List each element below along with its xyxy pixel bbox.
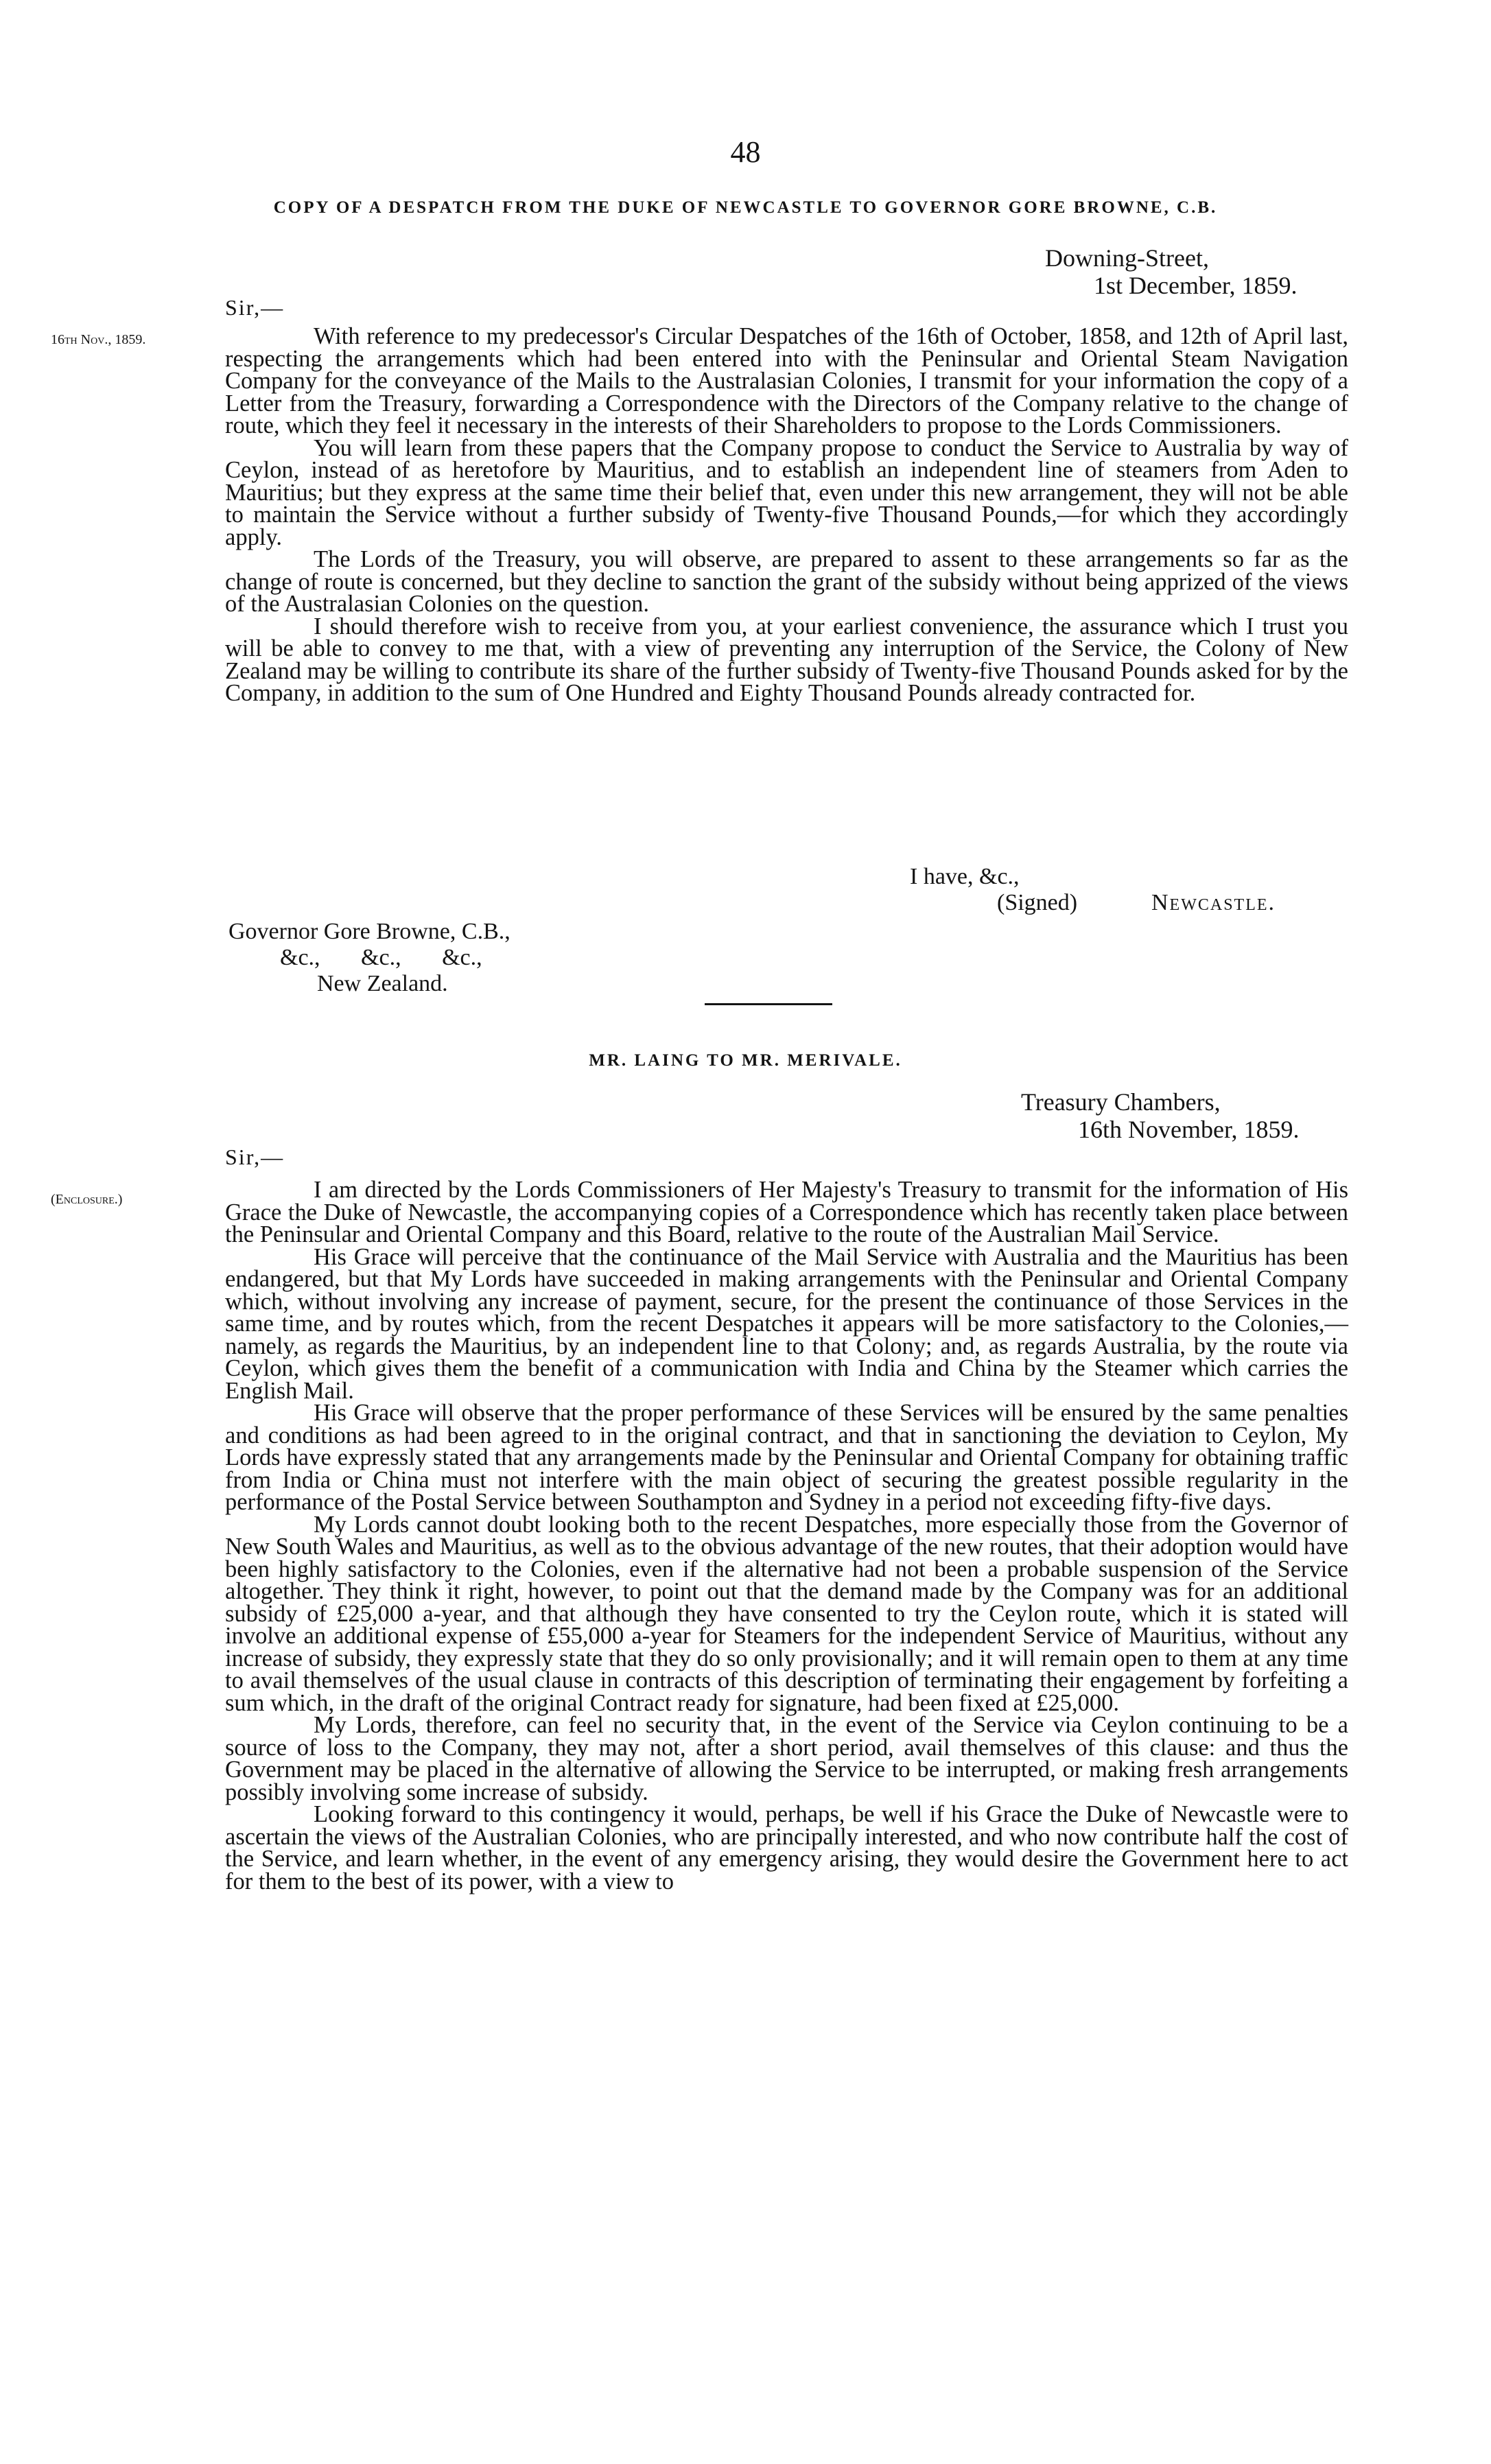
paragraph: I should therefore wish to receive from you, at your earliest convenience, the assurance which I trust you will be able to convey to me that, with a view of preventing any interruption of the Service, the Colony of New Zealand may be willing to contribute its share of the further subsidy of Twenty-five Thousand Pounds asked for by the Company, in addition to the sum of One Hundred and Eighty Thousand Pounds already contracted for. [225, 613, 1348, 706]
despatch-margin-note: 16th Nov., 1859. [51, 332, 146, 347]
signature: Newcastle. [1151, 890, 1276, 915]
letter-body [225, 1179, 1348, 1892]
despatch-closing: I have, &c., [910, 864, 1020, 889]
letter-place: Treasury Chambers, [1021, 1088, 1221, 1116]
paragraph: His Grace will observe that the proper performance of these Services will be ensured by the same penalties and conditions as had been agreed to in the original contract, and that in sanctioning the deviation to Ceylon, My Lords have expressly stated that any arrangements made by the Peninsular and Oriental Company for obtaining traffic from India or China must not interfere with the main object of securing the greatest possible regularity in the performance of the Postal Service between Southampton and Sydney in a period not exceeding fifty-five days. [225, 1400, 1348, 1515]
section-divider [705, 1003, 832, 1005]
address-line: New Zealand. [317, 971, 448, 996]
letter-date: 16th November, 1859. [1078, 1116, 1300, 1143]
page-number: 48 [730, 135, 761, 169]
despatch-body [225, 325, 1348, 705]
paragraph: My Lords cannot doubt looking both to the recent Despatches, more especially those from the Governor of New South Wales and Mauritius, as well as to the obvious advantage of the new routes, that their adoption would have been highly satisfactory to the Colonies, even if the alternative had not been a probable suspension of the Service altogether. They think it right, however, to point out that the demand made by the Company was for an additional subsidy of £25,000 a-year, and that although they have consented to try the Ceylon route, which it is stated will involve an additional expense of £55,000 a-year for Steamers for the independent Service of Mauritius, without any increase of subsidy, they expressly state that they do so only provisionally; and it will remain open to them at any time to avail themselves of the usual clause in contracts of this description of terminating their engagement by forfeiting a sum which, in the draft of the original Contract ready for signature, had been fixed at £25,000. [225, 1511, 1348, 1716]
despatch-title: COPY OF A DESPATCH FROM THE DUKE OF NEWCASTLE TO GOVERNOR GORE BROWNE, C.B. [273, 198, 1218, 217]
address-line: &c., &c., &c., [280, 945, 482, 970]
despatch-date: 1st December, 1859. [1094, 272, 1298, 299]
address-line: Governor Gore Browne, C.B., [228, 919, 510, 944]
paragraph: My Lords, therefore, can feel no security that, in the event of the Service via Ceylon continuing to be a source of loss to the Company, they may not, after a short period, avail themselves of this clause: and thus the Government may be placed in the alternative of allowing the Service to be interrupted, or making fresh arrangements possibly involving some increase of subsidy. [225, 1712, 1348, 1805]
paragraph: With reference to my predecessor's Circular Despatches of the 16th of October, 1858, and 12th of April last, respecting the arrangements which had been entered into with the Peninsular and Oriental Steam Navigation Company for the conveyance of the Mails to the Australasian Colonies, I transmit for your information the copy of a Letter from the Treasury, forwarding a Correspondence with the Directors of the Company relative to the change of route, which they feel it necessary in the interests of their Shareholders to propose to the Lords Commissioners. [225, 323, 1348, 438]
signed-label: (Signed) [997, 890, 1078, 915]
despatch-salutation: Sir,— [225, 295, 285, 320]
letter-margin-note: (Enclosure.) [51, 1192, 123, 1207]
letter-title: MR. LAING TO MR. MERIVALE. [589, 1051, 902, 1070]
paragraph: Looking forward to this contingency it would, perhaps, be well if his Grace the Duke of Newcastle were to ascertain the views of the Australian Colonies, who are principally interested, and who now contribute half the cost of the Service, and learn whether, in the event of any emergency arising, they would desire the Government here to act for them to the best of its power, with a view to [225, 1801, 1348, 1894]
paragraph: I am directed by the Lords Commissioners of Her Majesty's Treasury to transmit for the information of His Grace the Duke of Newcastle, the accompanying copies of a Correspondence which has recently taken place between the Peninsular and Oriental Company and this Board, relative to the route of the Australian Mail Service. [225, 1177, 1348, 1247]
despatch-place: Downing-Street, [1045, 244, 1209, 272]
paragraph: You will learn from these papers that the Company propose to conduct the Service to Australia by way of Ceylon, instead of as heretofore by Mauritius, and to establish an independent line of steamers from Aden to Mauritius; but they express at the same time their belief that, even under this new arrangement, they will not be able to maintain the Service without a further subsidy of Twenty-five Thousand Pounds,—for which they accordingly apply. [225, 434, 1348, 550]
paragraph: The Lords of the Treasury, you will observe, are prepared to assent to these arrangements so far as the change of route is concerned, but they decline to sanction the grant of the subsidy without being apprized of the views of the Australasian Colonies on the question. [225, 546, 1348, 617]
letter-salutation: Sir,— [225, 1145, 285, 1169]
paragraph: His Grace will perceive that the continuance of the Mail Service with Australia and the Mauritius has been endangered, but that My Lords have succeeded in making arrangements with the Peninsular and Oriental Company which, without involving any increase of payment, secure, for the present the continuance of those Services in the same time, and by routes which, from the recent Despatches it appears will be more satisfactory to the Colonies,—namely, as regards the Mauritius, by an independent line to that Colony; and, as regards Australia, by the route via Ceylon, which gives them the benefit of a communication with India and China by the Steamer which carries the English Mail. [225, 1243, 1348, 1404]
